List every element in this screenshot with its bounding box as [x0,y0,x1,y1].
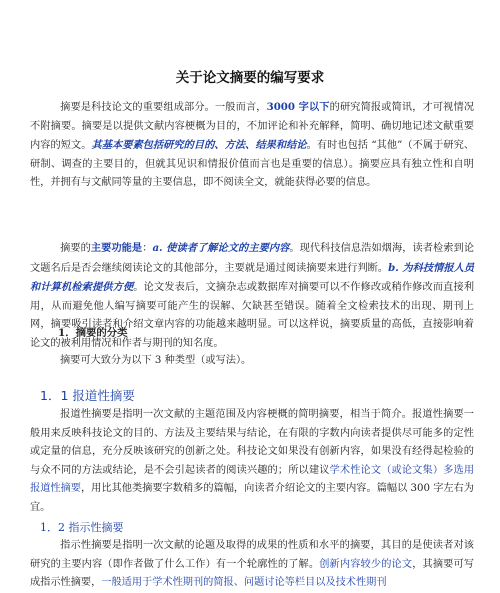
section-heading-classification: 1．摘要的分类 [58,327,128,339]
text-segment: ： [142,243,153,254]
highlight-word-limit: 3000 字以下 [266,101,330,113]
text-segment: 。现代科技信息浩如烟海，读者检索到论文题名后是否会继续阅读论文的其他部分，主要就是通过阅读摘要来进行判断。 [30,243,475,274]
paragraph-abstract-definition [30,98,474,193]
text-segment: 指示性摘要是指明一次文献的论题及取得的成果的性质和水平的摘要，其目的是使读者对该研究的主要内容（即作者做了什么工作）有一个轮廓性的了解。 [30,540,474,570]
paragraph-types-intro [30,352,474,371]
highlight-function-b: b. 为科技情报人员和计算机检索提供方便 [30,261,475,294]
text-segment: 。论文发表后，文摘杂志或数据库对摘要可以不作修改或稍作修改而直接利用，从而避免他人编写摘要可能产生的误解、欠缺甚至错误。随着全文检索技术的出现、期刊上网，摘要吸引读者和介绍文章内容的功能越来越明显。可以这样说，摘要质量的高低，直接影响着论文的被利用情况和作者与期刊的知名度。 [30,282,475,349]
page-title: 关于论文摘要的编写要求 [175,70,325,86]
text-segment: ，用比其他类摘要字数稍多的篇幅，向读者介绍论文的主要内容。篇幅以 300 字左右为宜。 [30,483,474,513]
highlight-less-innovative: 创新内容较少的论文 [319,558,413,570]
highlight-academic-papers: 学术性论文（或论文集）多选用报道性摘要 [30,464,475,495]
subsection-heading-indicative: 1．2 指示性摘要 [40,521,124,534]
text-segment: 摘要可大致分为以下 3 种类型（或写法）。 [60,355,252,366]
highlight-applicable-journals: 一般适用于学术性期刊的简报、问题讨论等栏目以及技术性期刊 [101,577,387,589]
subsection-heading-informative: 1．1 报道性摘要 [40,388,135,403]
text-segment: 摘要的 [60,243,91,254]
text-segment: 。有时也包括 “其他”（不属于研究、研制、调查的主要目的，但就其见识和情报价值而言也是重要的信息）。摘要应具有独立性和自明性，并拥有与文献同等量的主要信息，即不阅读全文，就能获得必要的信息。 [30,140,475,189]
text-segment: 摘要是科技论文的重要组成部分。一般而言， [60,102,267,113]
text-segment: 报道性摘要是指明一次文献的主题范围及内容梗概的简明摘要，相当于简介。报道性摘要一般用来反映科技论文的目的、方法及主要结果与结论，在有限的字数内向读者提供尽可能多的定性或定量的信息，充分反映该研究的创新之处。科技论文如果没有创新内容，如果没有经得起检验的与众不同的方法或结论，是不会引起读者的阅读兴趣的；所以建议 [30,409,474,476]
highlight-main-function: 主要功能是 [90,242,143,254]
highlight-function-a: a. 使读者了解论文的主要内容 [152,242,290,254]
text-segment: ，其摘要可写成指示性摘要， [30,558,475,589]
highlight-basic-elements: 其基本要素包括研究的目的、方法、结果和结论 [91,139,307,152]
text-segment: 的研究简报或简讯，才可视情况不附摘要。摘要是以提供文献内容梗概为目的，不加评论和补充解释，简明、确切地记述文献重要内容的短文。 [30,102,475,152]
paragraph-informative-abstract [30,406,474,518]
